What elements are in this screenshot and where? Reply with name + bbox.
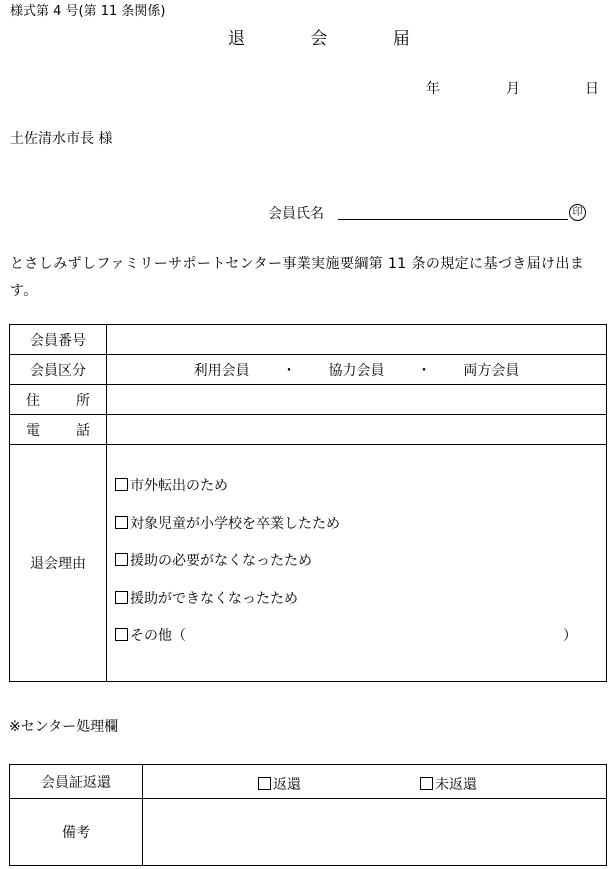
reason-text: 市外転出のため [130, 478, 228, 494]
member-name-field[interactable] [338, 219, 568, 220]
center-section-note: ※センター処理欄 [9, 719, 119, 735]
member-category-label: 会員区分 [10, 355, 107, 385]
phone-field[interactable] [107, 415, 607, 445]
card-return-label: 会員証返還 [10, 765, 143, 799]
reason-option[interactable] [107, 588, 606, 626]
withdrawal-table [9, 324, 607, 682]
member-name-label: 会員氏名 [268, 206, 324, 222]
member-category-row [10, 355, 607, 385]
remarks-row [10, 799, 607, 866]
option-user-member[interactable]: 利用会員 [193, 362, 250, 379]
date-year-label: 年 [426, 81, 440, 97]
phone-label: 電 話 [10, 415, 107, 445]
center-table [9, 764, 607, 866]
statement-text: とさしみずしファミリーサポートセンター事業実施要綱第 11 条の規定に基づき届け出ます。 [10, 256, 585, 299]
member-category-options [107, 355, 607, 385]
form-number: 様式第 4 号(第 11 条関係) [10, 4, 166, 19]
remarks-field[interactable] [143, 799, 607, 866]
page-title: 退 会 届 [228, 29, 440, 49]
checkbox[interactable] [115, 591, 128, 604]
reason-option[interactable] [107, 475, 606, 513]
card-return-options [143, 765, 607, 799]
returned-option[interactable] [258, 774, 301, 794]
returned-text: 返還 [273, 777, 301, 793]
checkbox[interactable] [258, 777, 271, 790]
reason-text: 援助の必要がなくなったため [130, 553, 312, 569]
member-number-label: 会員番号 [10, 325, 107, 355]
address-label: 住 所 [10, 385, 107, 415]
option-cooperating-member[interactable]: 協力会員 [328, 362, 385, 379]
checkbox[interactable] [115, 553, 128, 566]
addressee: 土佐清水市長 様 [10, 131, 113, 147]
date-month-label: 月 [506, 81, 520, 97]
reason-options [107, 445, 607, 682]
reason-text: 対象児童が小学校を卒業したため [130, 515, 340, 532]
reason-option[interactable] [107, 550, 606, 588]
separator-dot: ・ [282, 362, 297, 379]
card-return-row [10, 765, 607, 799]
not-returned-text: 未返還 [435, 777, 477, 793]
separator-dot: ・ [416, 362, 431, 379]
reason-option-other[interactable] [107, 625, 606, 663]
seal-mark: 印 [569, 204, 586, 221]
option-both-member[interactable]: 両方会員 [463, 362, 520, 379]
checkbox[interactable] [115, 478, 128, 491]
reason-option[interactable] [107, 513, 606, 551]
member-number-row [10, 325, 607, 355]
checkbox[interactable] [115, 628, 128, 641]
remarks-label: 備考 [10, 799, 143, 866]
not-returned-option[interactable] [420, 774, 477, 794]
phone-row [10, 415, 607, 445]
reason-row [10, 445, 607, 682]
member-number-field[interactable] [107, 325, 607, 355]
address-row [10, 385, 607, 415]
reason-text: その他（ [130, 628, 186, 644]
checkbox[interactable] [115, 516, 128, 529]
other-close-paren: ） [563, 628, 577, 644]
reason-text: 援助ができなくなったため [130, 590, 298, 607]
checkbox[interactable] [420, 777, 433, 790]
date-day-label: 日 [585, 81, 599, 97]
reason-label: 退会理由 [10, 445, 107, 682]
address-field[interactable] [107, 385, 607, 415]
